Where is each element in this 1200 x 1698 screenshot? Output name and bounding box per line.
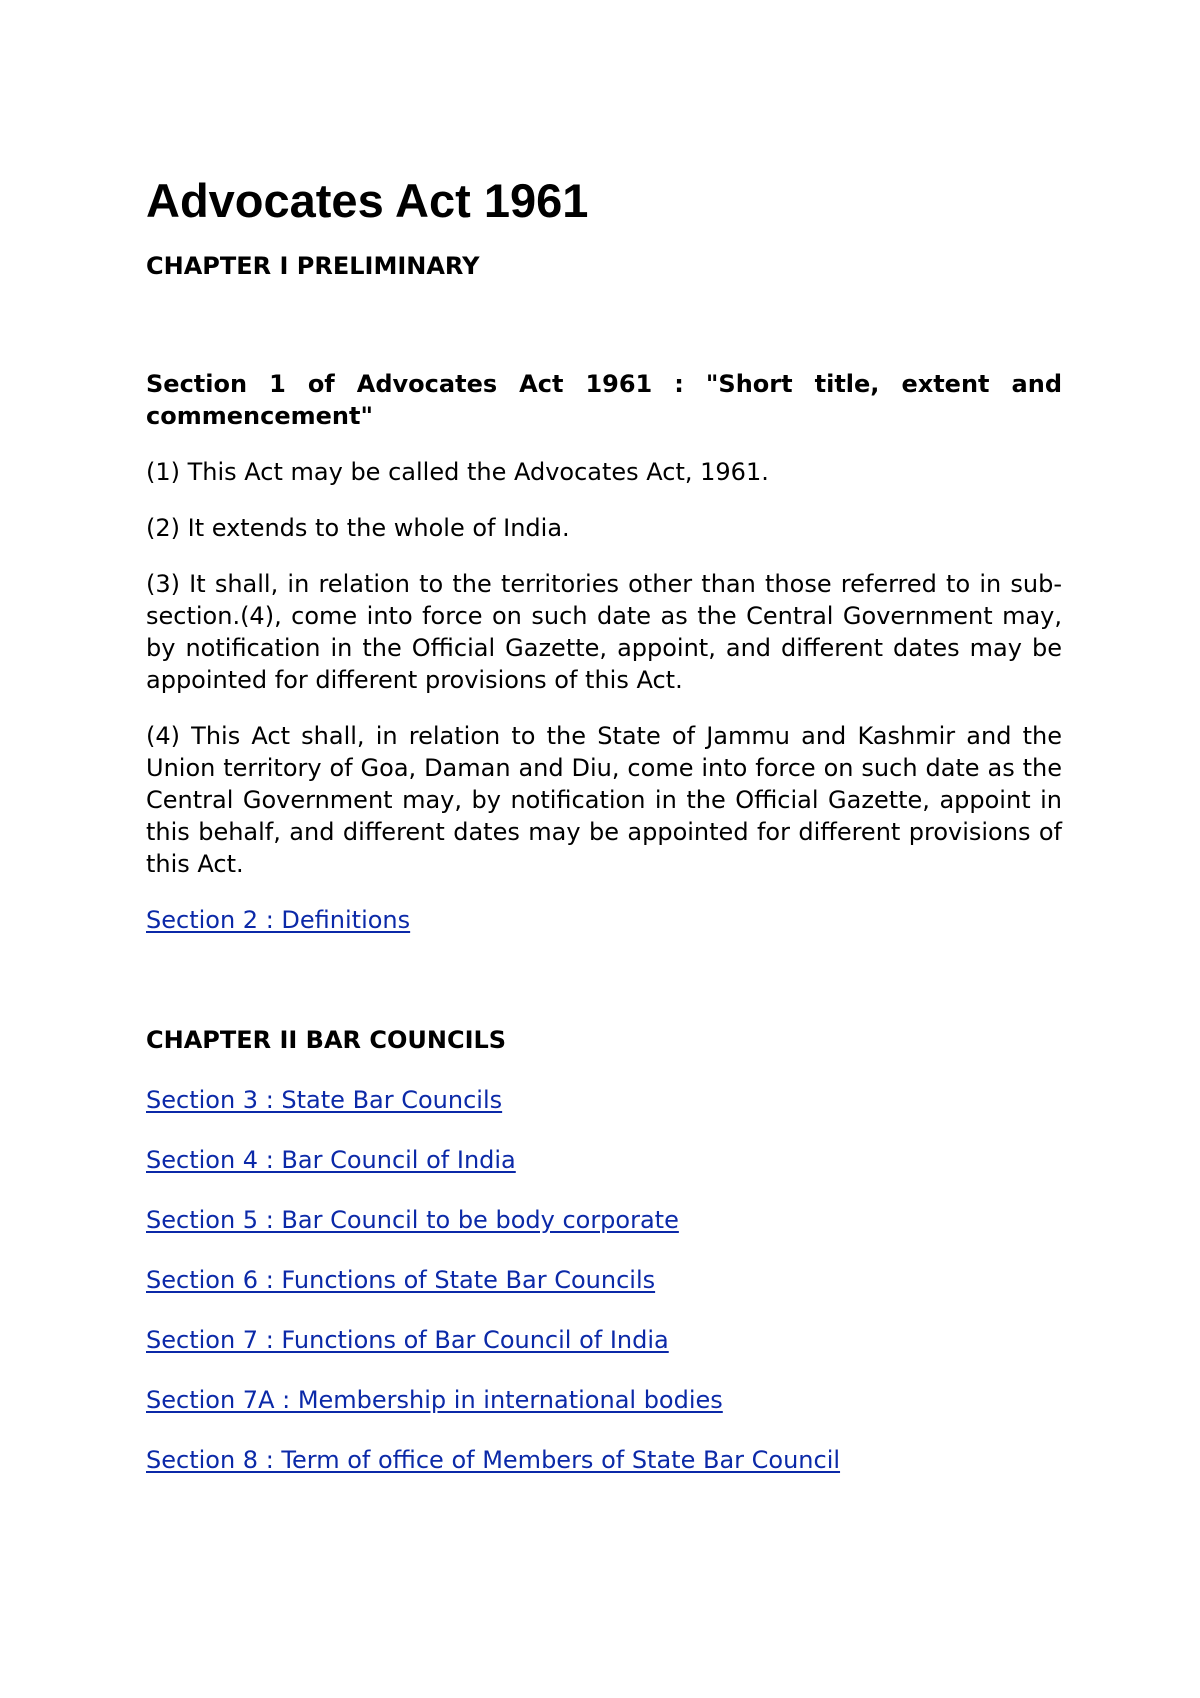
link-section-3[interactable]: Section 3 : State Bar Councils <box>146 1086 503 1114</box>
chapter-2-heading: CHAPTER II BAR COUNCILS <box>146 1026 507 1054</box>
chapter-1-heading: CHAPTER I PRELIMINARY <box>146 252 480 280</box>
link-section-7a[interactable]: Section 7A : Membership in international bodies <box>146 1386 723 1414</box>
link-section-7[interactable]: Section 7 : Functions of Bar Council of India <box>146 1326 669 1354</box>
document-title: Advocates Act 1961 <box>146 174 589 227</box>
link-section-5[interactable]: Section 5 : Bar Council to be body corporate <box>146 1206 679 1234</box>
document-page <box>146 172 1062 1476</box>
section-1-paragraph: (1) This Act may be called the Advocates Act, 1961. <box>146 458 769 486</box>
link-section-6[interactable]: Section 6 : Functions of State Bar Councils <box>146 1266 656 1294</box>
section-1-paragraph: (2) It extends to the whole of India. <box>146 514 570 542</box>
section-1-paragraph: (3) It shall, in relation to the territories other than those referred to in sub-section.(4), come into force on such date as the Central Government may, by notification in the Official Gazette, appoint, and different dates may be appointed for different provisions of this Act. <box>146 570 1062 694</box>
link-section-8[interactable]: Section 8 : Term of office of Members of State Bar Council <box>146 1446 841 1474</box>
section-1-paragraph: (4) This Act shall, in relation to the State of Jammu and Kashmir and the Union territory of Goa, Daman and Diu, come into force on such date as the Central Government may, by notification in the Official Gazette, appoint in this behalf, and different dates may be appointed for different provisions of this Act. <box>146 722 1062 878</box>
link-section-4[interactable]: Section 4 : Bar Council of India <box>146 1146 516 1174</box>
link-section-2[interactable]: Section 2 : Definitions <box>146 906 411 934</box>
section-1-heading: Section 1 of Advocates Act 1961 : "Short title, extent and commencement" <box>146 370 1062 430</box>
